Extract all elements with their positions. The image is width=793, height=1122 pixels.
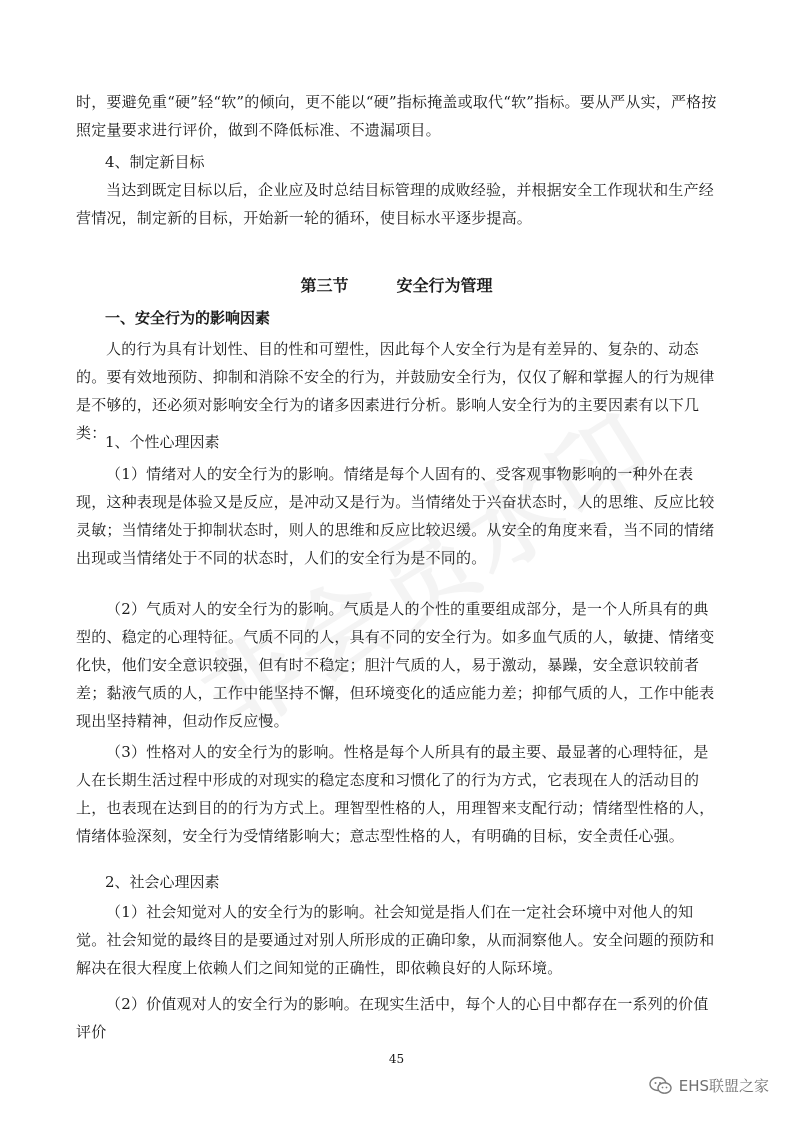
section-name: 安全行为管理 [396,276,493,295]
subsection-heading: 一、安全行为的影响因素 [105,309,271,327]
paragraph: 时，要避免重“硬”轻“软”的倾向，更不能以“硬”指标掩盖或取代“软”指标。要从严从实，严格按照定量要求进行评价，做到不降低标准、不遗漏项目。 [76,93,717,139]
list-item-heading: 1、个性心理因素 [105,433,220,451]
source-badge [649,1075,769,1096]
list-item-heading: 4、制定新目标 [105,153,205,171]
section-title [0,274,793,298]
badge-label: EHS联盟之家 [678,1077,769,1095]
paragraph: （1）情绪对人的安全行为的影响。情绪是每个人固有的、受客观事物影响的一种外在表现，这种表现是体验又是反应，是冲动又是行为。当情绪处于兴奋状态时，人的思维、反应比较灵敏；当情绪处于抑制状态时，则人的思维和反应比较迟缓。从安全的角度来看，当不同的情绪出现或当情绪处于不同的状态时，人们的安全行为是不同的。 [76,465,715,567]
paragraph: 当达到既定目标以后，企业应及时总结目标管理的成败经验，并根据安全工作现状和生产经营情况，制定新的目标，开始新一轮的循环，使目标水平逐步提高。 [76,181,715,227]
wechat-icon [649,1076,673,1096]
section-number: 第三节 [300,276,349,295]
paragraph: （2）气质对人的安全行为的影响。气质是人的个性的重要组成部分，是一个人所具有的典型的、稳定的心理特征。气质不同的人，具有不同的安全行为。如多血气质的人，敏捷、情绪变化快，他们安全意识较强，但有时不稳定；胆汁气质的人，易于激动，暴躁，安全意识较前者差；黏液气质的人，工作中能坚持不懈，但环境变化的适应能力差；抑郁气质的人，工作中能表现出坚持精神，但动作反应慢。 [76,600,715,730]
paragraph: （2）价值观对人的安全行为的影响。在现实生活中，每个人的心目中都存在一系列的价值评价 [76,995,709,1041]
paragraph: （3）性格对人的安全行为的影响。性格是每个人所具有的最主要、最显著的心理特征，是人在长期生活过程中形成的对现实的稳定态度和习惯化了的行为方式，它表现在人的活动目的上，也表现在达到目的的行为方式上。理智型性格的人，用理智来支配行动；情绪型性格的人，情绪体验深刻，安全行为受情绪影响大；意志型性格的人，有明确的目标，安全责任心强。 [76,743,715,845]
paragraph: 人的行为具有计划性、目的性和可塑性，因此每个人安全行为是有差异的、复杂的、动态的。要有效地预防、抑制和消除不安全的行为，并鼓励安全行为，仅仅了解和掌握人的行为规律是不够的，还必须对影响安全行为的诸多因素进行分析。影响人安全行为的主要因素有以下几类： [76,340,715,442]
list-item-heading: 2、社会心理因素 [105,873,220,891]
paragraph: （1）社会知觉对人的安全行为的影响。社会知觉是指人们在一定社会环境中对他人的知觉。社会知觉的最终目的是要通过对别人所形成的正确印象，从而洞察他人。安全问题的预防和解决在很大程度上依赖人们之间知觉的正确性，即依赖良好的人际环境。 [76,903,715,977]
page-number: 45 [388,1052,405,1066]
